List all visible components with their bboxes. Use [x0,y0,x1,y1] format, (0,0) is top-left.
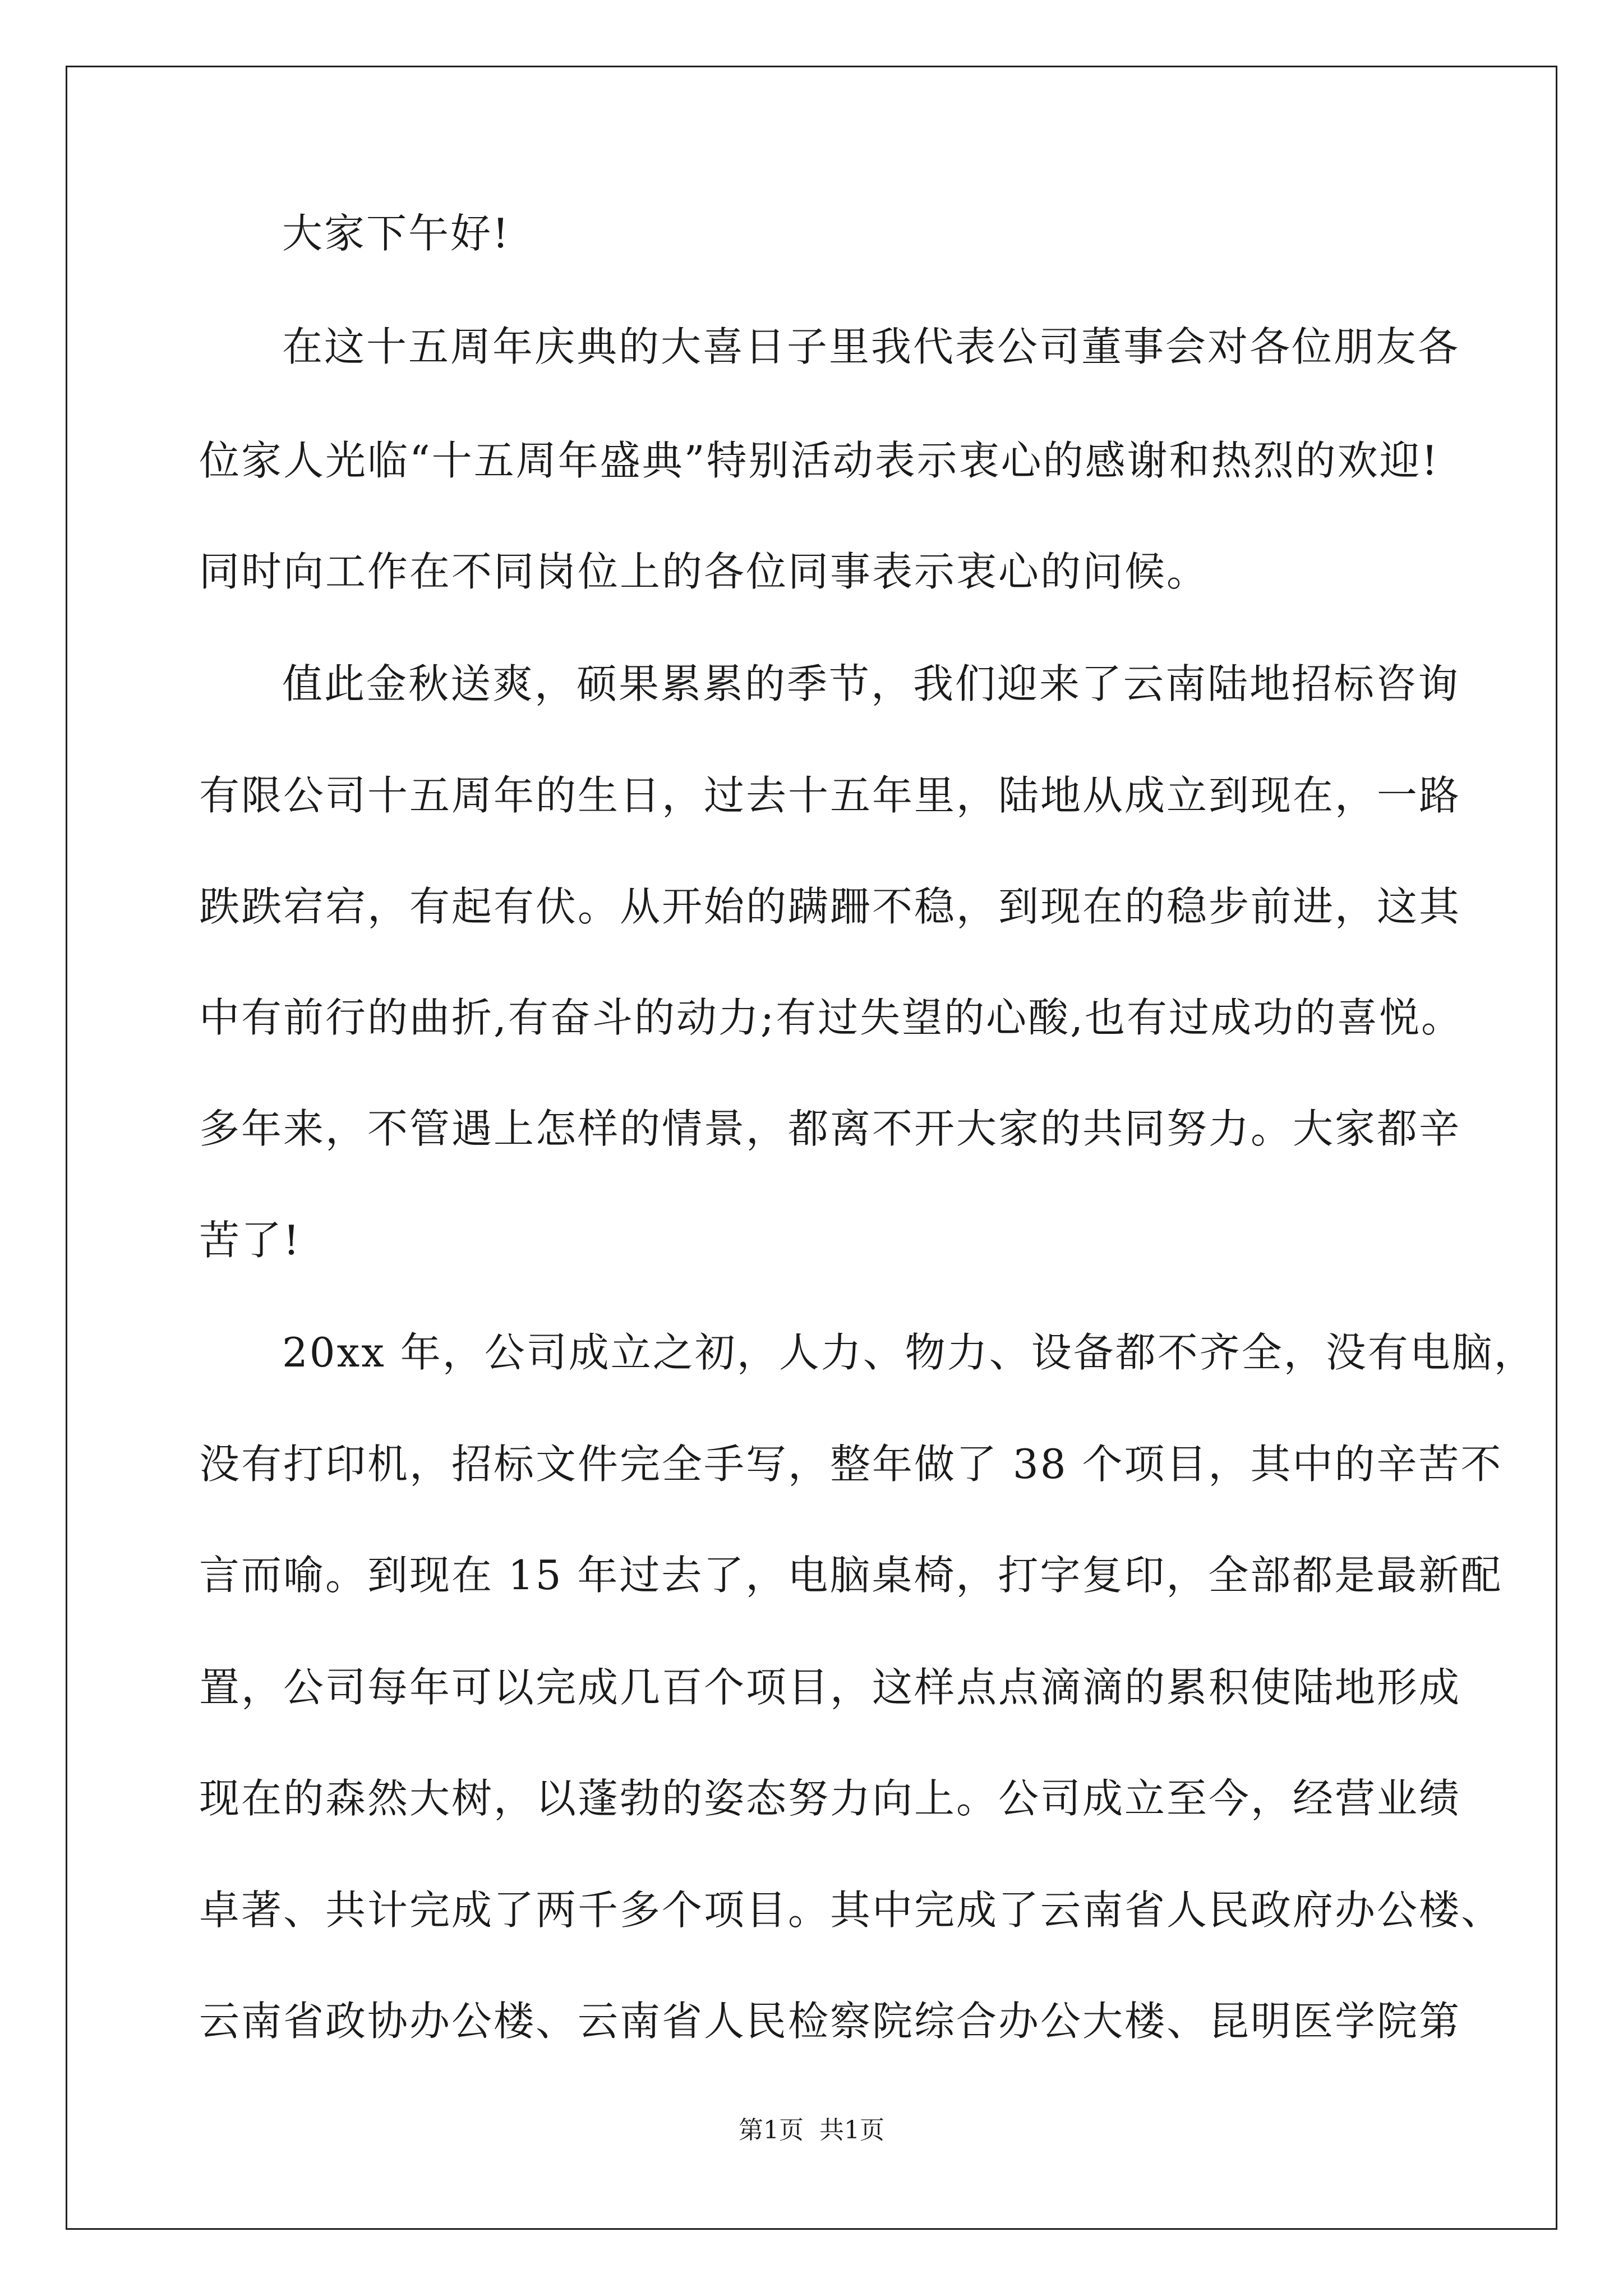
paragraph-2-line-6: 苦了! [199,1217,301,1264]
paragraph-3-line-6: 卓著、共计完成了两千多个项目。其中完成了云南省人民政府办公楼、 [199,1887,1504,1934]
paragraph-1-line-1: 在这十五周年庆典的大喜日子里我代表公司董事会对各位朋友各 [282,323,1460,370]
page-number-current: 第1页 [739,2116,804,2145]
paragraph-2-line-2: 有限公司十五周年的生日，过去十五年里，陆地从成立到现在，一路 [199,772,1461,819]
paragraph-3-line-3: 言而喻。到现在 15 年过去了，电脑桌椅，打字复印，全部都是最新配 [199,1552,1503,1599]
greeting-line: 大家下午好! [282,210,510,257]
paragraph-3-line-7: 云南省政协办公楼、云南省人民检察院综合办公大楼、昆明医学院第 [199,1998,1461,2045]
paragraph-3-line-1: 20xx 年，公司成立之初，人力、物力、设备都不齐全，没有电脑， [282,1329,1536,1376]
paragraph-3-line-4: 置，公司每年可以完成几百个项目，这样点点滴滴的累积使陆地形成 [199,1664,1461,1711]
paragraph-1-line-2: 位家人光临“十五周年盛典”特别活动表示衷心的感谢和热烈的欢迎! [199,437,1440,484]
page-footer [0,2114,1623,2147]
paragraph-2-line-4: 中有前行的曲折,有奋斗的动力;有过失望的心酸,也有过成功的喜悦。 [199,994,1464,1041]
paragraph-2-line-5: 多年来，不管遇上怎样的情景，都离不开大家的共同努力。大家都辛 [199,1105,1461,1152]
paragraph-3-line-2: 没有打印机，招标文件完全手写，整年做了 38 个项目，其中的辛苦不 [199,1441,1503,1488]
paragraph-2-line-3: 跌跌宕宕，有起有伏。从开始的蹒跚不稳，到现在的稳步前进，这其 [199,883,1461,930]
paragraph-3-line-5: 现在的森然大树，以蓬勃的姿态努力向上。公司成立至今，经营业绩 [199,1775,1461,1822]
paragraph-1-line-3: 同时向工作在不同岗位上的各位同事表示衷心的问候。 [199,548,1209,595]
page-number-total: 共1页 [819,2116,884,2145]
paragraph-2-line-1: 值此金秋送爽，硕果累累的季节，我们迎来了云南陆地招标咨询 [282,660,1460,707]
